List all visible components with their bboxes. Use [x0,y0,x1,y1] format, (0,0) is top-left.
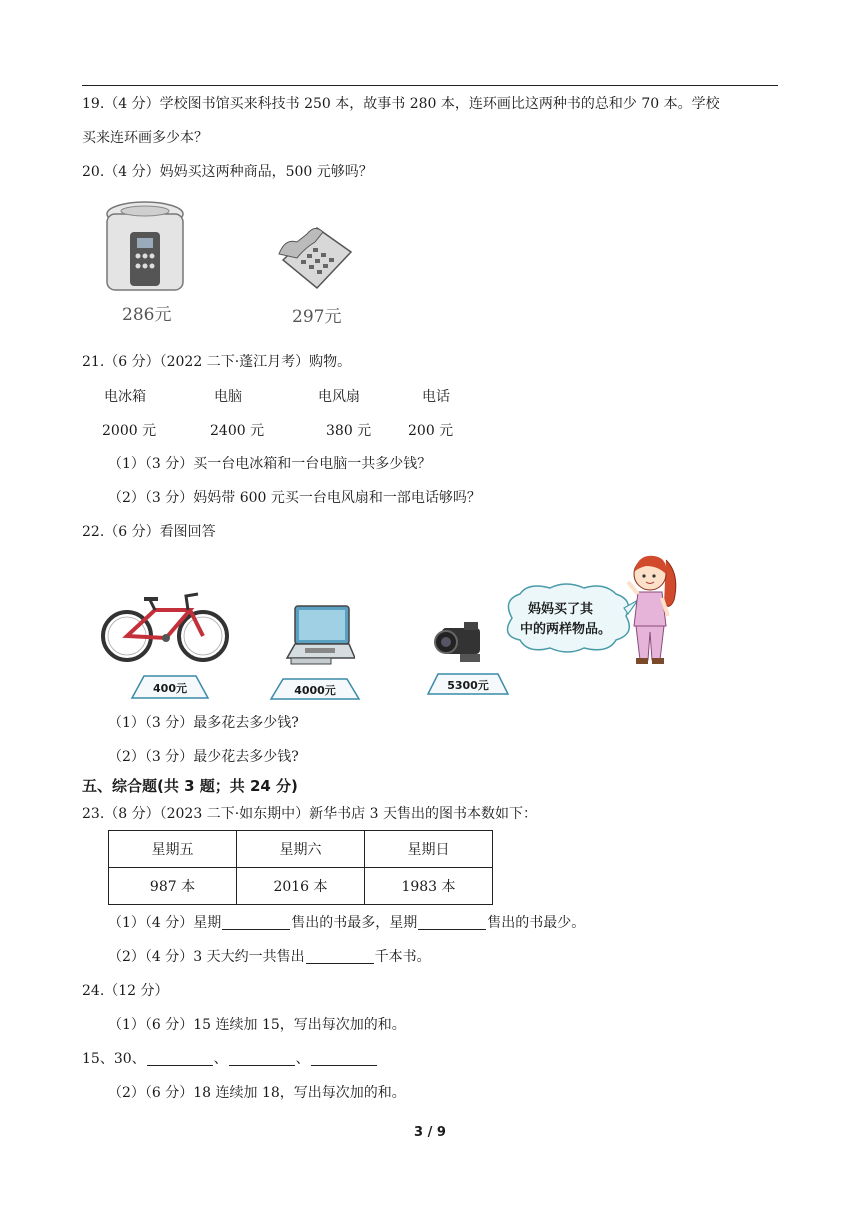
question-24-sub2: （2）（6 分）18 连续加 18，写出每次加的和。 [108,1085,406,1101]
camera-price: 5300元 [447,679,489,692]
answer-blank[interactable] [222,915,290,930]
laptop-image [285,604,355,666]
table-cell: 1983 本 [365,868,493,905]
sequence-answer-line [82,1049,378,1069]
answer-blank[interactable] [147,1051,213,1066]
telephone-image [275,220,357,296]
answer-blank[interactable] [418,915,486,930]
question-22-sub2: （2）（3 分）最少花去多少钱? [108,749,299,765]
sub1-text-a: （1）（4 分）星期 [108,915,222,931]
telephone-price: 297元 [292,307,342,327]
separator: 、 [295,1051,310,1067]
table-header-cell: 星期六 [237,831,365,868]
question-19-line1: 19.（4 分）学校图书馆买来科技书 250 本，故事书 280 本，连环画比这两种书的总和少 70 本。学校 [82,96,720,112]
question-23-sub2 [108,947,431,967]
table-header-cell: 星期日 [365,831,493,868]
rice-cooker-price: 286元 [122,305,172,325]
item-computer: 电脑 [214,389,242,405]
answer-blank[interactable] [229,1051,295,1066]
table-header-row [109,831,493,868]
item-phone: 电话 [422,389,450,405]
answer-blank[interactable] [306,949,374,964]
item-fridge: 电冰箱 [104,389,146,405]
question-23-text: 23.（8 分）（2023 二下·如东期中）新华书店 3 天售出的图书本数如下： [82,806,537,822]
sub1-text-c: 售出的书最少。 [487,915,586,931]
bicycle-image [100,588,230,668]
laptop-price: 4000元 [294,684,336,697]
price-phone: 200 元 [408,423,454,439]
question-23-sub1 [108,913,585,933]
girl-character-image [620,552,680,666]
sub2-text-b: 千本书。 [374,949,431,965]
price-fridge: 2000 元 [102,423,157,439]
item-fan: 电风扇 [318,389,360,405]
table-cell: 2016 本 [237,868,365,905]
books-sold-table [108,830,493,905]
answer-blank[interactable] [311,1051,377,1066]
table-header-cell: 星期五 [109,831,237,868]
page-number: 3 / 9 [414,1125,446,1140]
separator: 、 [213,1051,228,1067]
question-21-sub1: （1）（3 分）买一台电冰箱和一台电脑一共多少钱？ [108,456,432,472]
question-24-sub1: （1）（6 分）15 连续加 15，写出每次加的和。 [108,1017,406,1033]
speech-line1: 妈妈买了其 [528,602,594,617]
question-20-text: 20.（4 分）妈妈买这两种商品，500 元够吗？ [82,164,373,180]
table-row [109,868,493,905]
question-21-text: 21.（6 分）（2022 二下·蓬江月考）购物。 [82,354,352,370]
question-22-text: 22.（6 分）看图回答 [82,524,216,540]
table-cell: 987 本 [109,868,237,905]
price-computer: 2400 元 [210,423,265,439]
question-22-sub1: （1）（3 分）最多花去多少钱? [108,715,299,731]
question-21-sub2: （2）（3 分）妈妈带 600 元买一台电风扇和一部电话够吗？ [108,490,481,506]
section-5-heading: 五、综合题(共 3 题；共 24 分) [82,777,298,795]
question-19-line2: 买来连环画多少本？ [82,130,208,146]
sub2-text-a: （2）（4 分）3 天大约一共售出 [108,949,305,965]
price-fan: 380 元 [326,423,372,439]
sequence-start: 15、30、 [82,1051,146,1067]
question-24-text: 24.（12 分） [82,983,169,999]
sub1-text-b: 售出的书最多，星期 [291,915,418,931]
speech-line2: 中的两样物品。 [520,622,612,637]
camera-image [430,620,486,666]
header-rule [82,85,778,86]
rice-cooker-image [100,198,190,298]
bicycle-price: 400元 [153,682,187,695]
